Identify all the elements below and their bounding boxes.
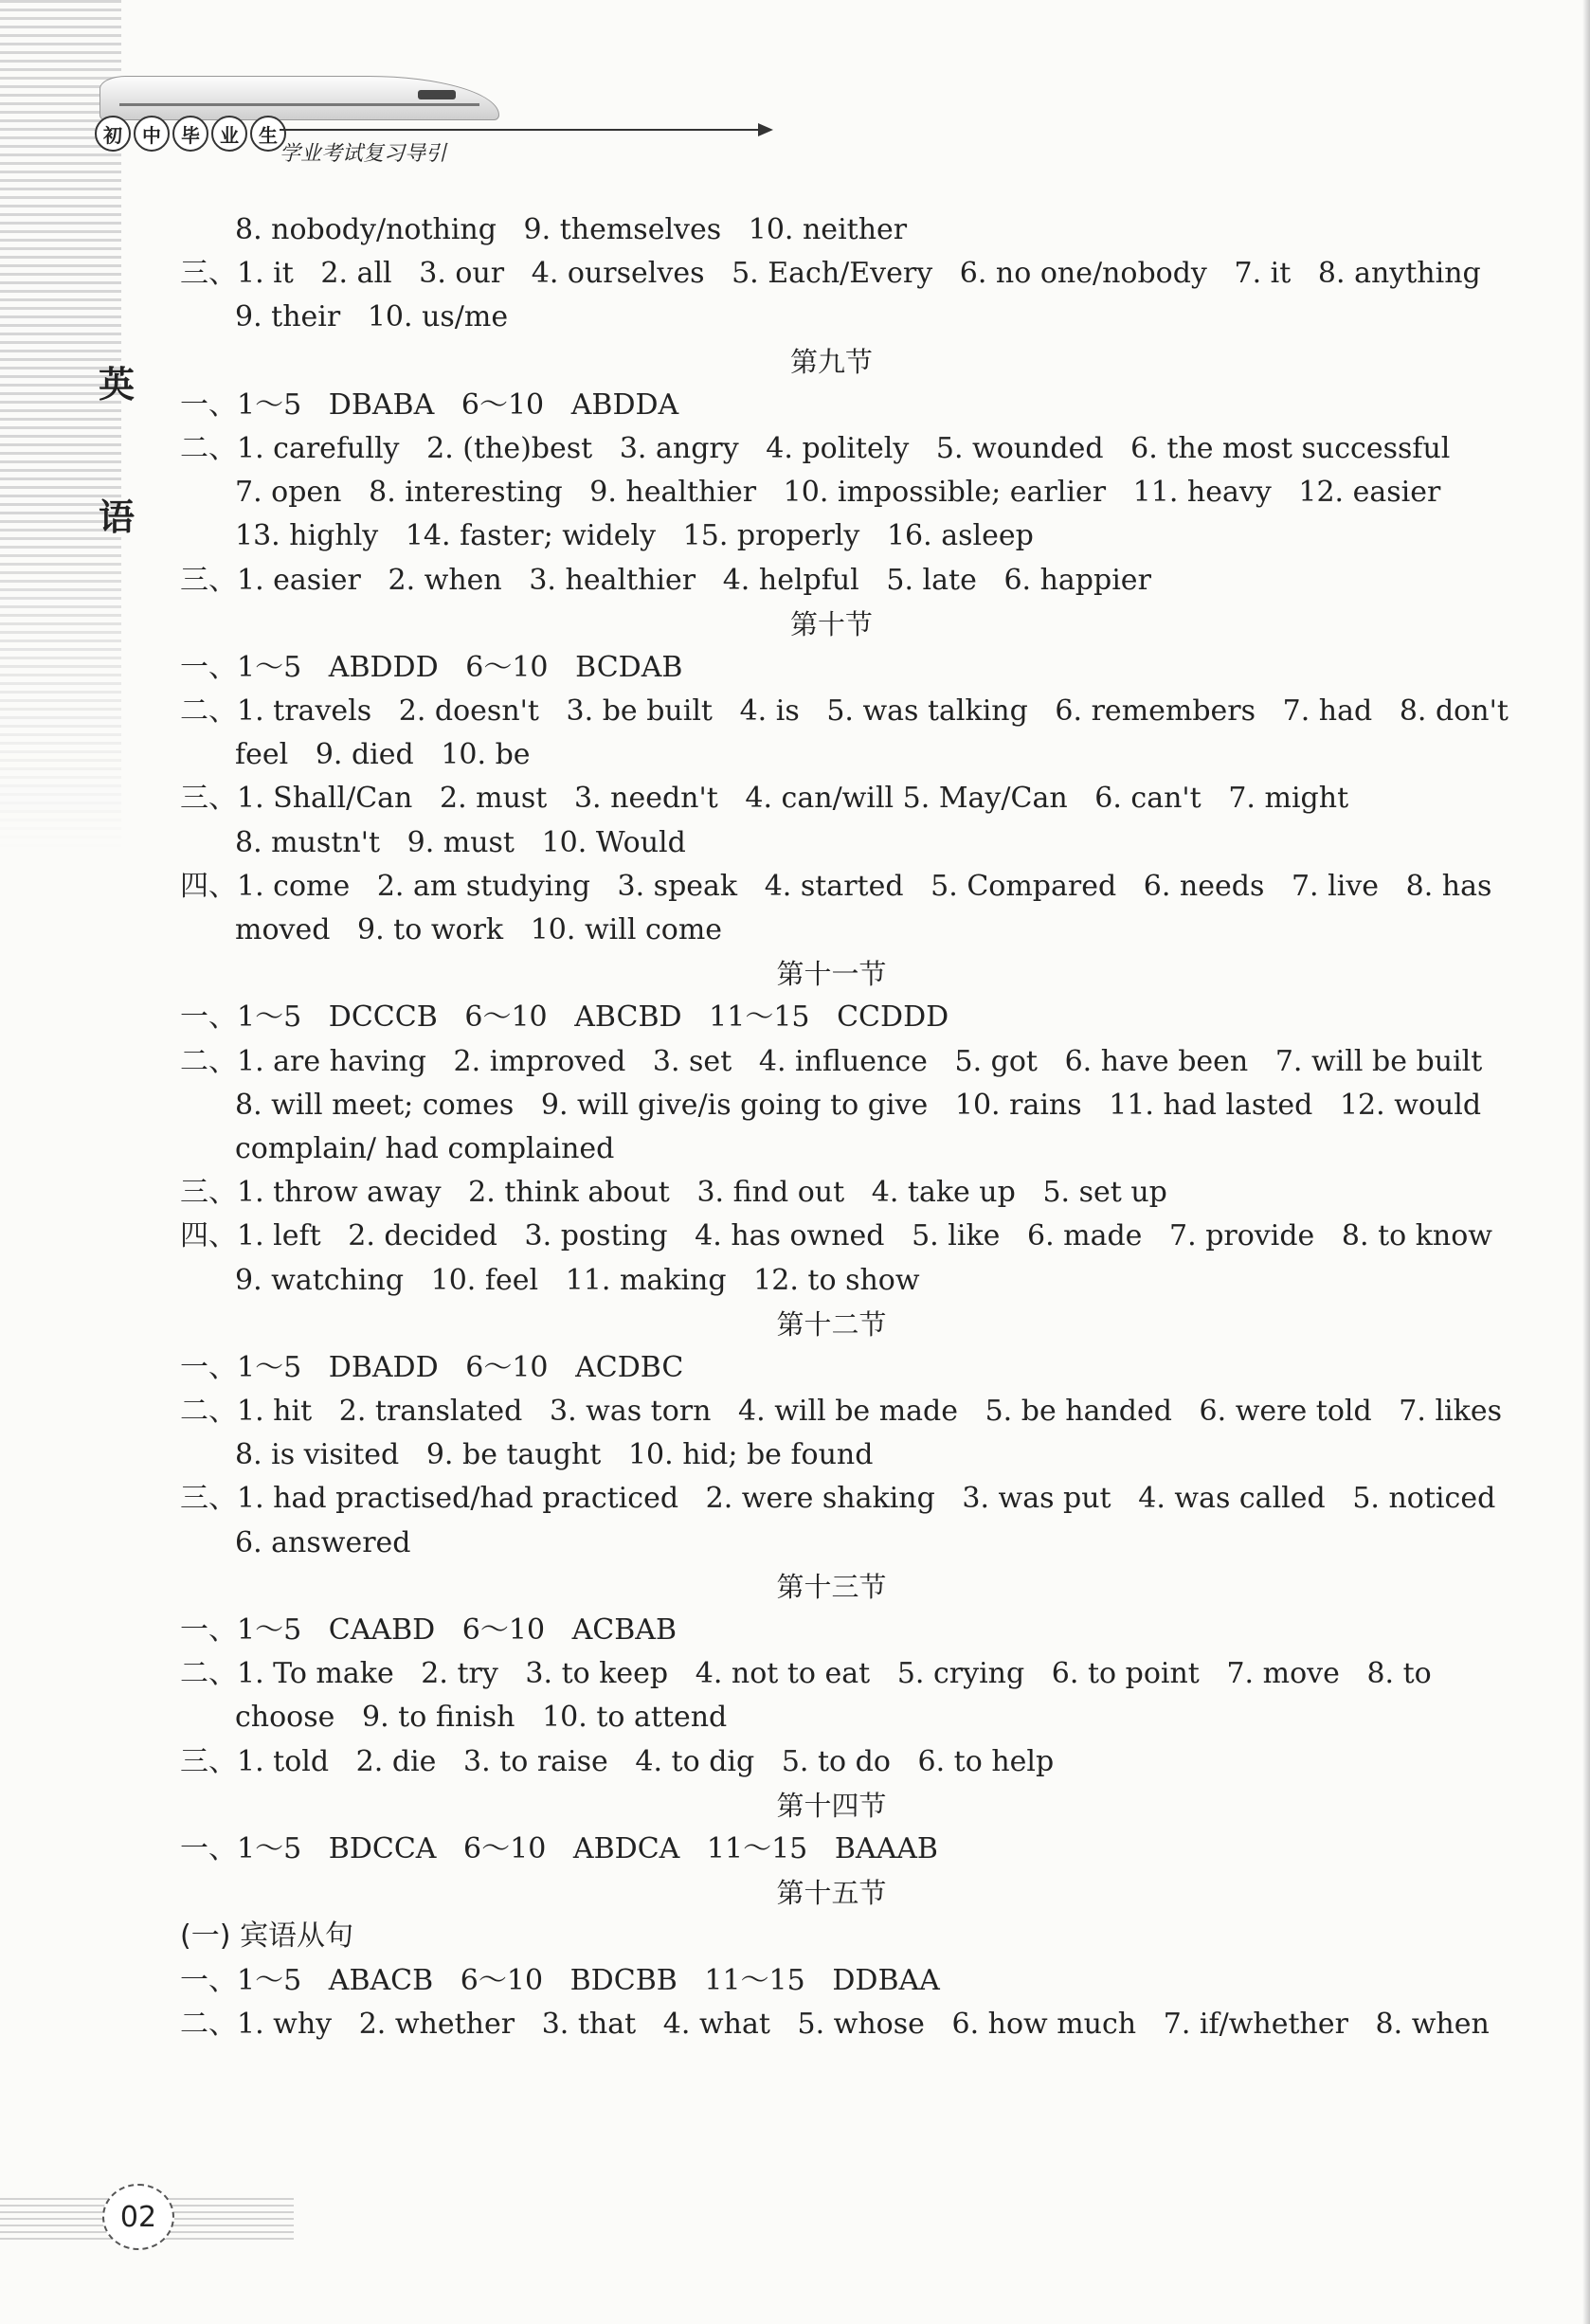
answer-line: 一、1～5 ABDDD 6～10 BCDAB [180, 650, 683, 684]
answer-line: 一、1～5 DBADD 6～10 ACDBC [180, 1350, 684, 1384]
answer-key-content [180, 208, 1509, 2046]
section-title: 第九节 [789, 345, 873, 378]
arrow-icon [758, 123, 773, 136]
answer-line: 四、1. come 2. am studying 3. speak 4. started 5. Compared 6. needs 7. live 8. has [180, 869, 1492, 903]
answer-line: 三、1. Shall/Can 2. must 3. needn't 4. can/will 5. May/Can 6. can't 7. might [180, 782, 1349, 816]
answer-line: 二、1. travels 2. doesn't 3. be built 4. is 5. was talking 6. remembers 7. had 8. don't [180, 694, 1509, 729]
answer-continuation-line: 8. will meet; comes 9. will give/is going to give 10. rains 11. had lasted 12. would [235, 1088, 1482, 1122]
header-arrow-line [280, 129, 768, 131]
answer-line: 二、1. To make 2. try 3. to keep 4. not to eat 5. crying 6. to point 7. move 8. to [180, 1657, 1432, 1691]
side-label-char-1: 英 [99, 364, 136, 405]
answer-line: 二、1. are having 2. improved 3. set 4. influence 5. got 6. have been 7. will be built [180, 1044, 1483, 1078]
answer-line: 三、1. throw away 2. think about 3. find out 4. take up 5. set up [180, 1176, 1167, 1210]
header-circle-char: 业 [211, 116, 247, 152]
answer-line: 一、1～5 CAABD 6～10 ACBAB [180, 1613, 678, 1647]
answer-line: 三、1. easier 2. when 3. healthier 4. helpful 5. late 6. happier [180, 563, 1151, 597]
answer-line: 三、1. had practised/had practiced 2. were shaking 3. was put 4. was called 5. noticed [180, 1482, 1496, 1516]
answer-continuation-line: 8. nobody/nothing 9. themselves 10. neither [235, 213, 908, 246]
header-circle-char: 初 [95, 116, 131, 152]
header-circle-char: 毕 [172, 116, 208, 152]
answer-line: 二、1. hit 2. translated 3. was torn 4. will be made 5. be handed 6. were told 7. likes [180, 1395, 1502, 1429]
answer-continuation-line: 13. highly 14. faster; widely 15. properly 16. asleep [235, 519, 1034, 553]
answer-continuation-line: 8. is visited 9. be taught 10. hid; be found [235, 1438, 874, 1472]
answer-line: 三、1. it 2. all 3. our 4. ourselves 5. Each/Every 6. no one/nobody 7. it 8. anything [180, 257, 1481, 291]
section-title: 第十五节 [776, 1877, 887, 1910]
answer-continuation-line: 9. watching 10. feel 11. making 12. to show [235, 1263, 920, 1297]
side-label-char-2: 语 [99, 496, 136, 538]
answer-line: 一、1～5 BDCCA 6～10 ABDCA 11～15 BAAAB [180, 1831, 938, 1865]
answer-continuation-line: feel 9. died 10. be [235, 738, 531, 772]
page-number: 02 [102, 2184, 174, 2250]
answer-line: 一、1～5 DCCCB 6～10 ABCBD 11～15 CCDDD [180, 1000, 949, 1035]
page-edge-shadow [1582, 0, 1590, 2324]
section-title: 第十二节 [776, 1307, 887, 1341]
answer-line: 一、1～5 ABACB 6～10 BDCBB 11～15 DDBAA [180, 1963, 940, 1997]
answer-continuation-line: 7. open 8. interesting 9. healthier 10. impossible; earlier 11. heavy 12. easier [235, 476, 1441, 510]
section-title: 第十三节 [776, 1570, 887, 1603]
book-header [90, 66, 696, 171]
answer-continuation-line: moved 9. to work 10. will come [235, 913, 723, 946]
section-title: 第十节 [789, 607, 873, 640]
answer-continuation-line: 8. mustn't 9. must 10. Would [235, 825, 686, 859]
answer-line: 一、1～5 DBABA 6～10 ABDDA [180, 387, 679, 422]
header-circle-title [95, 116, 286, 152]
answer-line: 二、1. why 2. whether 3. that 4. what 5. whose 6. how much 7. if/whether 8. when [180, 2007, 1490, 2041]
answer-continuation-line: choose 9. to finish 10. to attend [235, 1701, 728, 1735]
train-graphic [99, 76, 499, 120]
answer-continuation-line: complain/ had complained [235, 1131, 615, 1165]
section-title: 第十四节 [776, 1789, 887, 1822]
header-subtitle: 学业考试复习导引 [280, 142, 447, 166]
answer-continuation-line: 6. answered [235, 1525, 411, 1559]
answer-line: 二、1. carefully 2. (the)best 3. angry 4. politely 5. wounded 6. the most successful [180, 431, 1451, 465]
answer-line: 四、1. left 2. decided 3. posting 4. has owned 5. like 6. made 7. provide 8. to know [180, 1219, 1492, 1253]
subsection-title: (一) 宾语从句 [180, 1919, 353, 1954]
answer-line: 三、1. told 2. die 3. to raise 4. to dig 5. to do 6. to help [180, 1744, 1055, 1778]
section-title: 第十一节 [776, 958, 887, 991]
header-circle-char: 中 [134, 116, 170, 152]
answer-continuation-line: 9. their 10. us/me [235, 300, 509, 334]
header-circle-char: 生 [250, 116, 286, 152]
